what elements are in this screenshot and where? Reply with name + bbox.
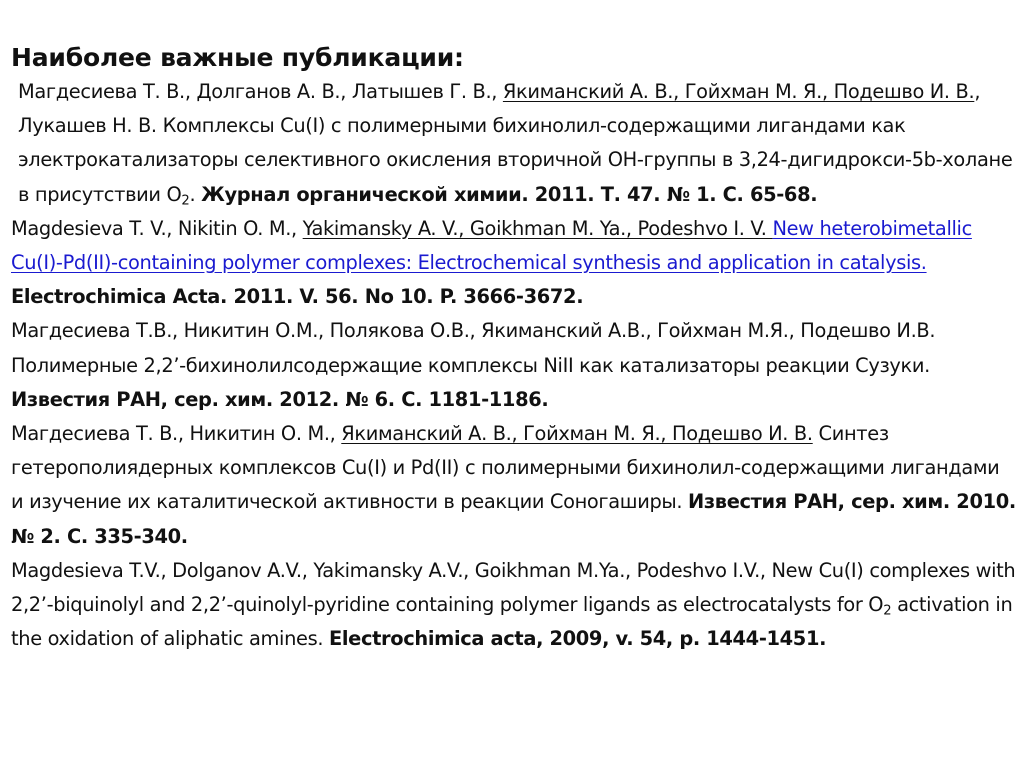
publication-4	[11, 417, 1016, 554]
pub5-title: New Cu(I) complexes with 2,2’-biquinolyl and 2,2’-quinolyl-pyridine containing polymer ligands as electrocatalysts for O	[11, 558, 1016, 617]
pub5-journal: Electrochimica acta, 2009, v. 54, p. 1444-1451.	[328, 627, 827, 651]
pub2-journal: Electrochimica Acta. 2011. V. 56. No 10. P. 3666-3672.	[11, 285, 584, 309]
pub5-authors: Magdesieva T.V., Dolganov A.V., Yakimansky A.V., Goikhman M.Ya., Podeshvo I.V.,	[11, 558, 772, 582]
pub1-authors: Магдесиева Т. В., Долганов А. В., Латышев Г. В.,	[18, 80, 503, 103]
publication-2	[11, 212, 1016, 315]
pub2-authors: Magdesieva T. V., Nikitin O. M.,	[11, 216, 303, 240]
pub1-title-end: .	[189, 182, 202, 206]
pub1-journal: Журнал органической химии. 2011. Т. 47. № 1. С. 65-68.	[201, 182, 818, 206]
page-title: Наиболее важные публикации:	[11, 43, 464, 72]
pub4-title: Синтез гетерополиядерных комплексов Cu(I) и Pd(II) с полимерными бихинолил-содержащими лигандами и изучение их каталитической активности в реакции Соногаширы.	[11, 422, 1000, 514]
pub4-authors: Магдесиева Т. В., Никитин О. М.,	[11, 422, 342, 446]
pub3-title: Полимерные 2,2’-бихинолилсодержащие комплексы NiII как катализаторы реакции Сузуки.	[11, 353, 930, 377]
pub1-title: Комплексы Cu(I) с полимерными бихинолил-содержащими лигандами как электрокатализаторы селективного окисления вторичной ОН-группы в 3,24-дигидрокси-5b-холане в присутствии О	[18, 114, 1013, 206]
pub5-title-end: activation in the oxidation of aliphatic amines.	[11, 593, 1013, 651]
publication-3	[11, 314, 1016, 417]
pub4-authors-underlined: Якиманский А. В., Гойхман М. Я., Подешво И. В.	[341, 422, 813, 446]
pub1-title-subscript: 2	[181, 193, 190, 209]
slide-content	[11, 41, 1016, 656]
pub1-authors-underlined: Якиманский А. В., Гойхман М. Я., Подешво И. В.	[502, 80, 975, 103]
pub2-authors-underlined: Yakimansky A. V., Goikhman M. Ya., Podeshvo I. V.	[302, 216, 773, 240]
publication-list	[11, 75, 1016, 656]
pub2-title-link[interactable]: New heterobimetallic Cu(I)-Pd(II)-containing polymer complexes: Electrochemical synthesis and application in catalysis.	[11, 216, 972, 275]
publication-5	[11, 554, 1016, 657]
pub3-journal: Известия РАН, сер. хим. 2012. № 6. С. 1181-1186.	[11, 387, 549, 411]
pub3-authors: Магдесиева Т.В., Никитин О.М., Полякова О.В., Якиманский А.В., Гойхман М.Я., Подешво И.В.	[11, 319, 936, 343]
pub5-title-subscript: 2	[883, 603, 892, 619]
publication-1	[11, 75, 1016, 212]
pub1-authors-rest: , Лукашев Н. В.	[18, 80, 981, 138]
pub4-journal: Известия РАН, сер. хим. 2010. № 2. С. 335-340.	[11, 490, 1016, 548]
